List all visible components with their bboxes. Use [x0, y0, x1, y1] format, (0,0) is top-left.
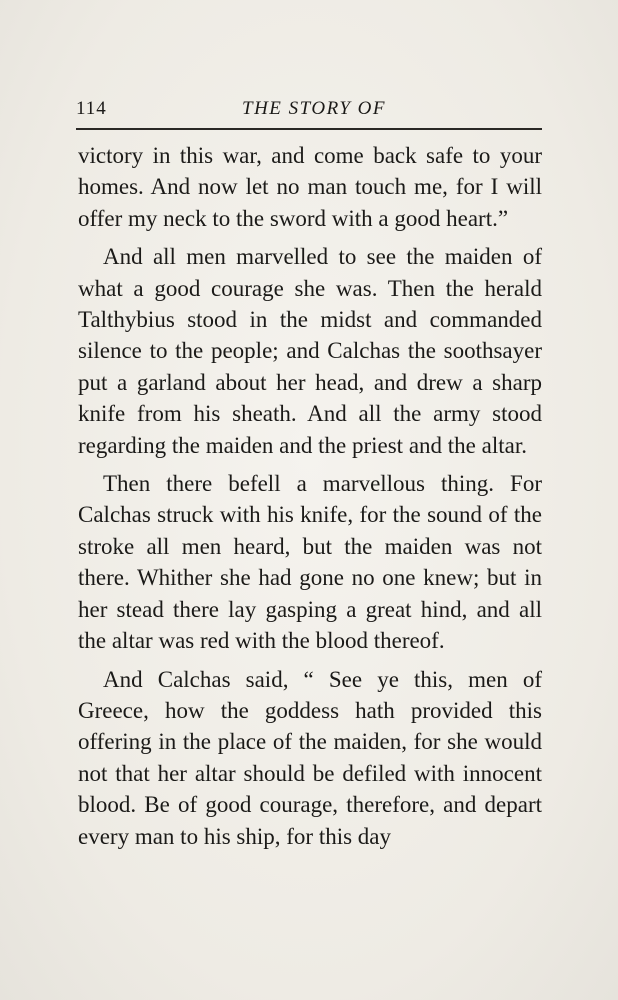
paragraph: Then there befell a marvellous thing. For Calchas struck with his knife, for the sound of the stroke all men heard, but the maiden was not there. Whither she had gone no one knew; but in her stead there lay gasping a great hind, and all the altar was red with the blood thereof.	[78, 471, 542, 654]
paragraph-continued: victory in this war, and come back safe to your homes. And now let no man touch me, for I will offer my neck to the sword with a good heart.”	[78, 143, 542, 231]
page-number: 114	[76, 98, 107, 119]
paragraph: And Calchas said, “ See ye this, men of Greece, how the goddess hath provided this offering in the place of the maiden, for she would not that her altar should be defiled with innocent blood. Be of good courage, therefore, and depart every man to his ship, for this day	[78, 666, 542, 849]
body-text	[78, 140, 542, 852]
running-head: THE STORY OF	[242, 98, 386, 119]
page-header	[76, 98, 542, 128]
paragraph: And all men marvelled to see the maiden of what a good courage she was. Then the herald Talthybius stood in the midst and commanded silence to the people; and Calchas the soothsayer put a garland about her head, and drew a sharp knife from his sheath. And all the army stood regarding the maiden and the priest and the altar.	[78, 244, 542, 458]
header-rule	[76, 128, 542, 130]
